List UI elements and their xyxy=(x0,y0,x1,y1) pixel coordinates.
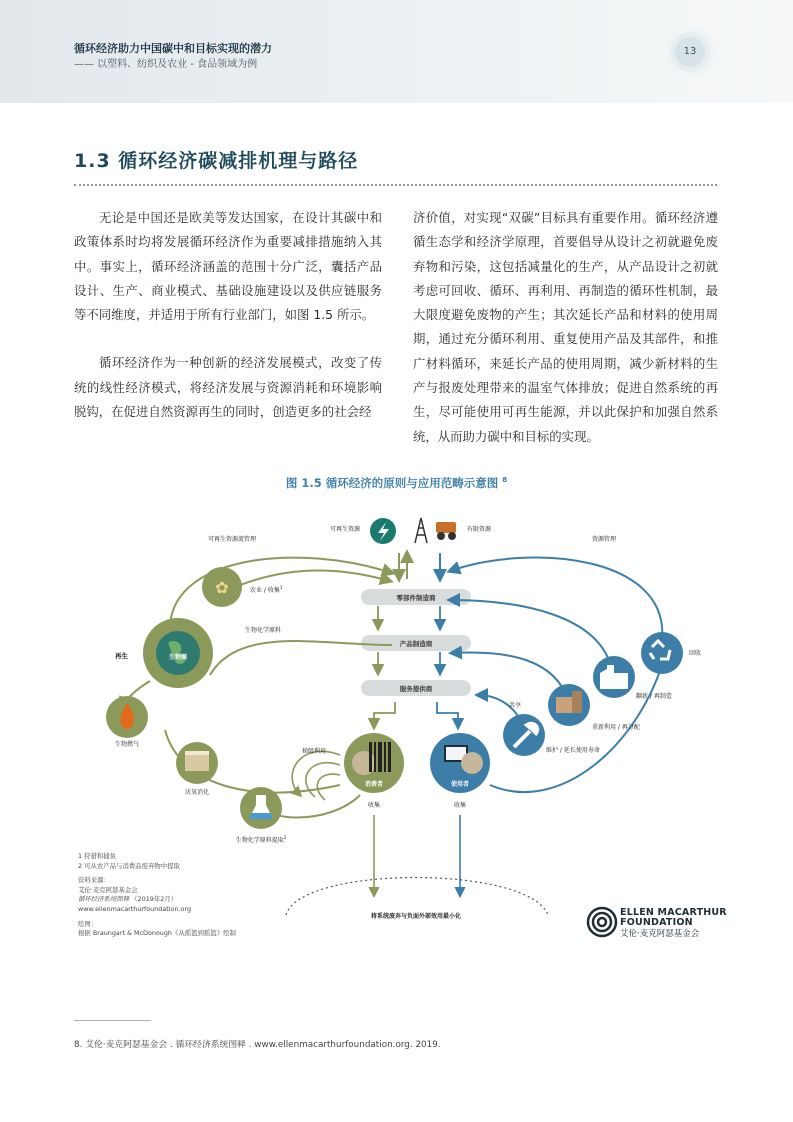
person-icon xyxy=(461,752,483,774)
source-org: 艾伦·麦克阿瑟基金会 xyxy=(78,885,138,894)
recycle-node xyxy=(641,632,683,674)
label-digestion: 厌氧消化 xyxy=(184,789,210,796)
paragraph: 无论是中国还是欧美等发达国家，在设计其碳中和政策体系时均将发展循环经济作为重要减排措施纳入其中。事实上，循环经济涵盖的范围十分广泛，囊括产品设计、生产、商业模式、基础设施建设以及供应链服务等不同维度，并适用于所有行业部门，如图 1.5 所示。 xyxy=(74,210,382,323)
label-collection-bio: 收集 xyxy=(367,802,381,809)
source-year: （2019年2月） xyxy=(131,895,178,904)
figure-title xyxy=(0,475,793,491)
label-share: 共享 xyxy=(508,702,522,709)
label-parts-manufacturer: 零部件制造商 xyxy=(396,594,436,602)
label-renewable-flow-mgmt: 可再生资源流管理 xyxy=(207,536,257,543)
source-heading: 资料来源： xyxy=(78,876,110,885)
page-number: 13 xyxy=(675,37,705,67)
figure-notes xyxy=(78,852,236,939)
maintain-node xyxy=(503,714,545,756)
source-title: 循环经济系统图释 xyxy=(78,895,130,904)
label-biogas: 生物燃气 xyxy=(114,741,140,748)
label-finite: 有限资源 xyxy=(467,526,492,533)
label-minimise: 将系统废弃与负面外部效用最小化 xyxy=(370,913,462,920)
flow-arrow xyxy=(374,702,395,727)
oil-rig-icon xyxy=(415,518,427,543)
farming-node xyxy=(202,567,242,607)
biogas-node xyxy=(106,696,148,738)
biosphere-node xyxy=(143,618,213,688)
body-column-left xyxy=(74,206,382,424)
redistribute-loop xyxy=(452,653,568,700)
report-title: 循环经济助力中国碳中和目标实现的潜力 xyxy=(74,42,272,55)
emf-logo-line2: FOUNDATION xyxy=(620,917,693,928)
label-biochem: 生物化学原料 xyxy=(245,627,282,634)
biochem-extract-node xyxy=(240,787,282,829)
paragraph: 循环经济作为一种创新的经济发展模式，改变了传统的线性经济模式，将经济发展与资源消耗和环境影响脱钩，在促进自然资源再生的同时，创造更多的社会经 xyxy=(74,355,382,420)
label-refurbish: 翻新 / 再制造 xyxy=(636,693,672,700)
redistribute-node xyxy=(548,684,590,726)
dotted-divider xyxy=(74,184,717,186)
section-title: 1.3 循环经济碳减排机理与路径 xyxy=(74,150,359,172)
label-redistribute: 重新利用 / 再分配 xyxy=(592,724,640,731)
label-regeneration: 再生 xyxy=(115,652,128,660)
footnote: 8. 艾伦·麦克阿瑟基金会 . 循环经济系统图释 . www.ellenmacarthurfoundation.org. 2019. xyxy=(74,1040,441,1050)
emf-logo-line3: 艾伦·麦克阿瑟基金会 xyxy=(620,929,700,939)
mining-truck-icon xyxy=(436,522,456,540)
label-collection-tech: 收集 xyxy=(453,802,467,809)
drawing-credit: 根据 Braungart & McDonough《从摇篮到摇篮》绘制 xyxy=(78,929,236,938)
box-icon xyxy=(556,697,572,713)
drawing-heading: 绘图： xyxy=(78,919,98,928)
footnote-divider xyxy=(74,1020,151,1021)
person-icon xyxy=(352,751,376,775)
label-farming: 农业 / 收集$^1$ xyxy=(250,585,283,594)
figure-footnote-ref: 8 xyxy=(502,476,508,485)
fish-grain-icon: ✿ xyxy=(215,578,229,597)
label-maintain: 维护 / 延长使用寿命 xyxy=(546,747,600,754)
note-2: 2 可从农产品与消费品废弃物中提取 xyxy=(78,861,180,870)
farming-flow xyxy=(235,570,390,587)
refurbish-loop xyxy=(450,600,612,670)
label-consumer: 消费者 xyxy=(364,781,384,788)
paragraph: 济价值，对实现“双碳”目标具有重要作用。循环经济遵循生态学和经济学原理，首要倡导从设计之初就避免废弃物和污染，这包括减量化的生产，从产品设计之初就考虑可回收、循环、再利用、再制造的循环性机制，最大限度避免废物的产生；其次延长产品和材料的使用周期，通过充分循环利用、重复使用产品及其部件，和推广材料循环，来延长产品的使用周期，减少新材料的生产与报废处理带来的温室气体排放；促进自然系统的再生，尽可能使用可再生能源，并以此保护和加强自然系统，从而助力碳中和目标的实现。 xyxy=(413,210,718,444)
label-recycle: 回收 xyxy=(689,650,702,657)
minimise-leakage-arc xyxy=(286,878,548,916)
figure-title-text: 图 1.5 循环经济的原则与应用范畴示意图 xyxy=(285,476,499,490)
emf-logo xyxy=(586,906,727,942)
body-column-right xyxy=(413,206,718,449)
label-biochem-extract: 生物化学原料提取$^2$ xyxy=(235,835,287,844)
source-title-line xyxy=(78,895,236,905)
cascade-arc xyxy=(306,763,340,797)
emf-logo-mark xyxy=(586,906,618,938)
compost-icon xyxy=(185,753,209,771)
source-url: www.ellenmacarthurfoundation.org xyxy=(78,904,192,913)
recycle-loop xyxy=(450,557,662,640)
label-stock-mgmt: 资源管理 xyxy=(591,536,617,543)
emf-logo-line1: ELLEN MACARTHUR xyxy=(620,907,727,918)
cascade-arc xyxy=(292,751,340,795)
label-user: 使用者 xyxy=(450,781,470,788)
label-service-provider: 服务提供商 xyxy=(399,685,433,693)
digestion-node xyxy=(176,742,218,784)
note-1: 1 狩猎和捕鱼 xyxy=(78,852,117,860)
flow-arrow xyxy=(437,702,458,727)
refurbish-node xyxy=(593,656,635,698)
report-subtitle: —— 以塑料、纺织及农业 - 食品领域为例 xyxy=(74,59,258,70)
label-renewable: 可再生资源 xyxy=(329,526,360,533)
label-cascades: 梯级利用 xyxy=(302,748,327,755)
label-biosphere: 生物圈 xyxy=(168,654,188,661)
label-product-manufacturer: 产品制造商 xyxy=(399,640,433,648)
